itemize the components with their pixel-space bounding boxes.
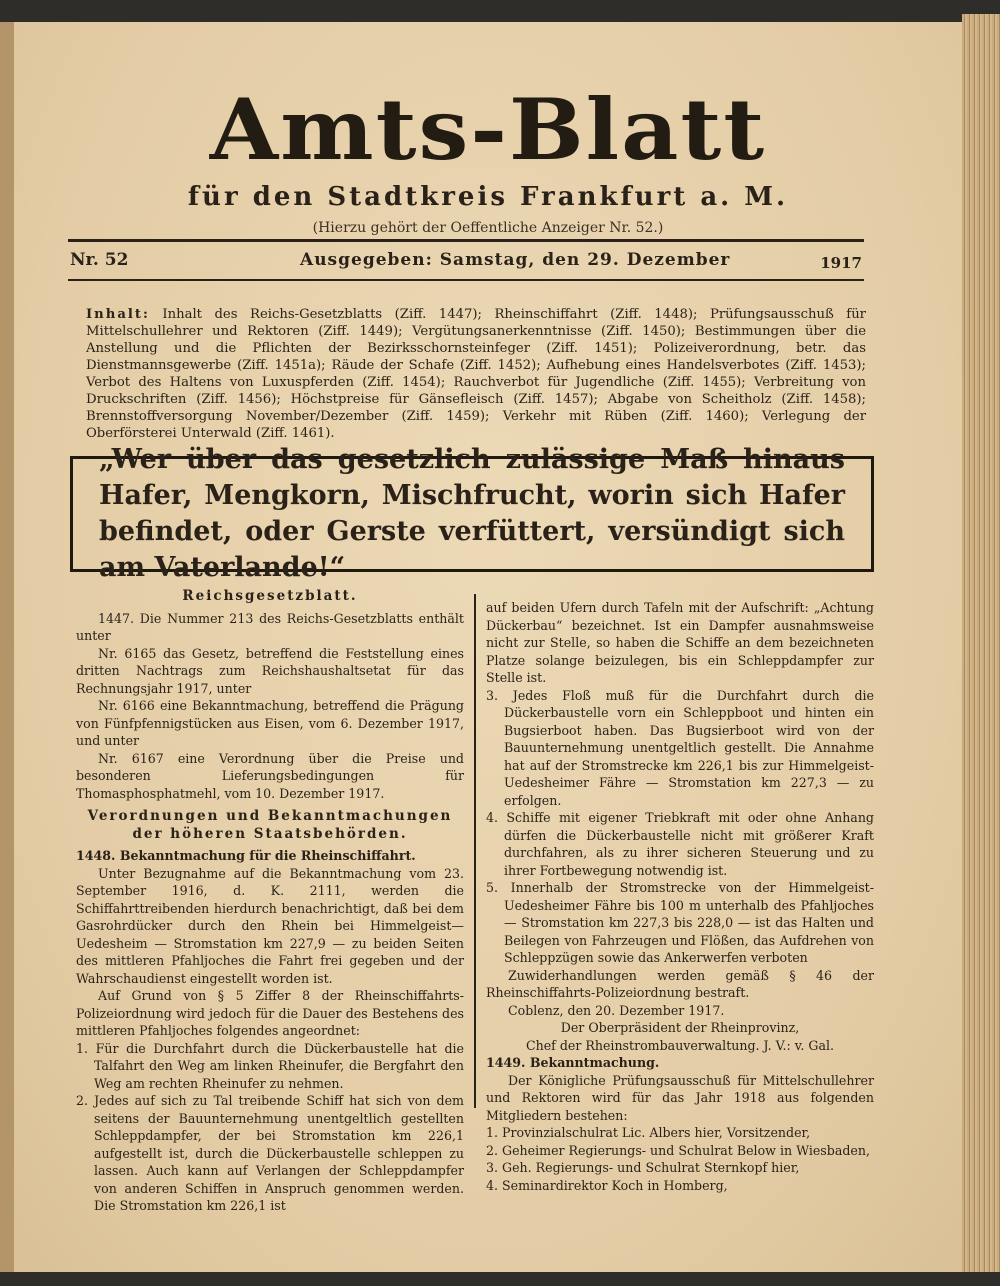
- list-item: 2. Jedes auf sich zu Tal treibende Schiff hat sich von dem seitens der Bauunternehmung unentgeltlich gestellten Schleppdampfer, der bei Stromstation km 226,1 aufgestellt ist, durch die Dückerbaustelle schleppen zu lassen. Auch kann auf Verlangen der Schleppdampfer von anderen Schiffen in Anspruch genommen werden. Die Stromstation km 226,1 ist: [76, 1093, 464, 1213]
- paragraph: Nr. 6165 das Gesetz, betreffend die Feststellung eines dritten Nachtrags zum Reichshaushaltsetat für das Rechnungsjahr 1917, unter: [76, 645, 464, 696]
- left-column: [76, 588, 464, 1215]
- table-of-contents: [86, 306, 866, 442]
- list-item: 4. Schiffe mit eigener Triebkraft mit oder ohne Anhang dürfen die Dückerbaustelle nicht mit größerer Kraft durchfahren, als zu ihrer sicheren Steuerung und zu ihrer Fortbewegung notwendig ist.: [486, 810, 874, 878]
- contents-label: Inhalt:: [86, 307, 150, 322]
- column-divider: [474, 594, 476, 1108]
- paragraph: Nr. 6166 eine Bekanntmachung, betreffend die Prägung von Fünfpfennigstücken aus Eisen, vom 6. Dezember 1917, und unter: [76, 698, 464, 748]
- list-item: 1. Provinzialschulrat Lic. Albers hier, Vorsitzender,: [486, 1125, 811, 1140]
- list-item: 2. Geheimer Regierungs- und Schulrat Below in Wiesbaden,: [486, 1142, 870, 1158]
- slogan-text: „Wer über das gesetzlich zulässige Maß hinaus Hafer, Mengkorn, Mischfrucht, worin sich Hafer befindet, oder Gerste verfüttert, versündigt sich am Vaterlande!“: [99, 444, 845, 583]
- list-item: 3. Jedes Floß muß für die Durchfahrt durch die Dückerbaustelle vorn ein Schleppboot und hinten ein Bugsierboot haben. Das Bugsierboot wird von der Bauunternehmung unentgeltlich gestellt. Die Annahme hat auf der Stromstrecke km 226,1 bis zur Himmelgeist-Uedesheimer Fähre — Stromstation km 227,3 — zu erfolgen.: [486, 687, 874, 808]
- signature-line: Der Oberpräsident der Rheinprovinz,: [560, 1020, 800, 1035]
- notice-heading-1448: 1448. Bekanntmachung für die Rheinschiffahrt.: [76, 848, 416, 863]
- paragraph: Unter Bezugnahme auf die Bekanntmachung vom 23. September 1916, d. K. 2111, werden die Schiffahrttreibenden hierdurch benachrichtigt, daß bei dem Gasrohrdücker durch den Rhein bei Himmelgeist—Uedesheim — Stromstation km 227,9 — zu beiden Seiten des mittleren Pfahljoches die Fahrt frei gegeben und der Wahrschaudienst eingestellt worden ist.: [76, 865, 464, 986]
- section-heading-reichsgesetzblatt: Reichsgesetzblatt.: [182, 588, 358, 604]
- paragraph: Der Königliche Prüfungsausschuß für Mittelschullehrer und Rektoren wird für das Jahr 1918 aus folgenden Mitgliedern bestehen:: [486, 1072, 874, 1123]
- paragraph: Zuwiderhandlungen werden gemäß § 46 der Rheinschiffahrts-Polizeiordnung bestraft.: [486, 967, 874, 1000]
- masthead-rule-bottom: [68, 279, 864, 281]
- place-date: Coblenz, den 20. Dezember 1917.: [508, 1002, 725, 1018]
- paragraph: Auf Grund von § 5 Ziffer 8 der Rheinschiffahrts-Polizeiordnung wird jedoch für die Dauer des Bestehens des mittleren Pfahljoches folgendes angeordnet:: [76, 988, 464, 1038]
- document-page: [14, 22, 962, 1272]
- paragraph: auf beiden Ufern durch Tafeln mit der Aufschrift: „Achtung Dückerbau“ bezeichnet. Ist ein Dampfer ausnahmsweise nicht zur Stelle, so haben die Schiffe an dem bezeichneten Platze solange beizulegen, bis ein Schleppdampfer zur Stelle ist.: [486, 600, 874, 685]
- notice-heading-1449: 1449. Bekanntmachung.: [486, 1055, 660, 1070]
- paragraph: 1447. Die Nummer 213 des Reichs-Gesetzblatts enthält unter: [76, 610, 464, 643]
- list-item: 1. Für die Durchfahrt durch die Dückerbaustelle hat die Talfahrt den Weg am linken Rheinufer, die Bergfahrt den Weg am rechten Rheinufer zu nehmen.: [76, 1040, 464, 1091]
- masthead: [70, 250, 862, 276]
- page-binding: [0, 22, 14, 1272]
- paragraph: Nr. 6167 eine Verordnung über die Preise und besonderen Lieferungsbedingungen für Thomasphosphatmehl, vom 10. Dezember 1917.: [76, 750, 464, 801]
- page-stack-edge: [962, 14, 1000, 1272]
- list-item: 3. Geh. Regierungs- und Schulrat Sternkopf hier,: [486, 1160, 800, 1175]
- section-heading-verordnungen: Verordnungen und Bekanntmachungen der höheren Staatsbehörden.: [87, 808, 453, 842]
- document-subtitle: für den Stadtkreis Frankfurt a. M.: [187, 182, 789, 212]
- list-item: 5. Innerhalb der Stromstrecke von der Himmelgeist-Uedesheimer Fähre bis 100 m unterhalb des Pfahljoches — Stromstation km 227,3 bis 228,0 — ist das Halten und Beilegen von Fahrzeugen und Flößen, das Aufdrehen von Schleppzügen sowie das Ankerwerfen verboten: [486, 880, 874, 965]
- document-title: Amts-Blatt: [209, 80, 767, 179]
- contents-text: Inhalt des Reichs-Gesetzblatts (Ziff. 1447); Rheinschiffahrt (Ziff. 1448); Prüfungsausschuß für Mittelschullehrer und Rektoren (Ziff. 1449); Vergütungsanerkenntnisse (Ziff. 1450); Bestimmungen über die Anstellung und die Pflichten der Bezirksschornsteinfeger (Ziff. 1451); Polizeiverordnung, betr. das Dienstmannsgewerbe (Ziff. 1451a); Räude der Schafe (Ziff. 1452); Aufhebung eines Handelsverbotes (Ziff. 1453); Verbot des Haltens von Luxuspferden (Ziff. 1454); Rauchverbot für Jugendliche (Ziff. 1455); Verbreitung von Druckschriften (Ziff. 1456); Höchstpreise für Gänsefleisch (Ziff. 1457); Abgabe von Scheitholz (Ziff. 1458); Brennstoffversorgung November/Dezember (Ziff. 1459); Verkehr mit Rüben (Ziff. 1460); Verlegung der Oberförsterei Unterwald (Ziff. 1461).: [86, 307, 866, 441]
- issue-date: Ausgegeben: Samstag, den 29. Dezember: [300, 250, 731, 270]
- signature-line: Chef der Rheinstrombauverwaltung. J. V.: v. Gal.: [525, 1037, 835, 1053]
- right-column: [486, 599, 874, 1194]
- slogan-box: [70, 444, 874, 583]
- issue-year: 1917: [820, 254, 862, 272]
- list-item: 4. Seminardirektor Koch in Homberg,: [486, 1177, 728, 1193]
- masthead-rule-top: [68, 239, 864, 242]
- supplement-note: (Hierzu gehört der Oeffentliche Anzeiger Nr. 52.): [312, 220, 664, 236]
- issue-number: Nr. 52: [70, 250, 129, 270]
